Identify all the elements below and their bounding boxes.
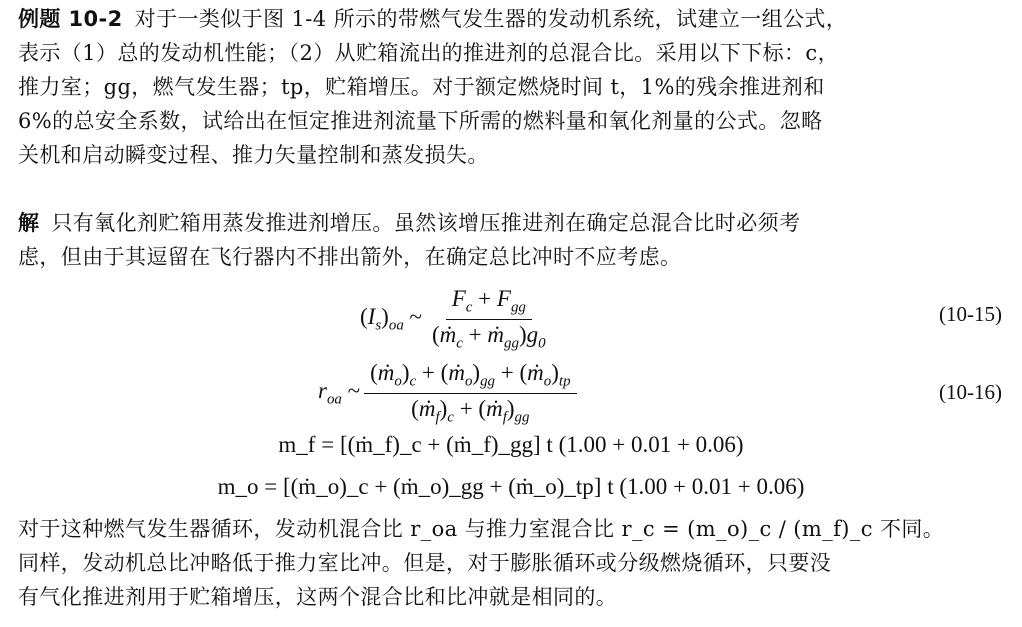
solution-label: 解 <box>18 211 40 235</box>
conclusion-paragraph <box>18 512 1008 614</box>
solution-line: 虑，但由于其逗留在飞行器内不排出箭外，在确定总比冲时不应考虑。 <box>18 245 682 269</box>
example-line-1 <box>18 2 1008 36</box>
conclusion-line: 同样，发动机总比冲略低于推力室比冲。但是，对于膨胀循环或分级燃烧循环，只要没 <box>18 551 832 575</box>
conclusion-line: 有气化推进剂用于贮箱增压，这两个混合比和比冲就是相同的。 <box>18 585 618 609</box>
equation-10-15-body: $(I_s)_{oa}$ ~ $\frac{F_c + F_{gg}}{(ṁ_c + ṁ_{gg})g_0}$ <box>360 286 546 352</box>
equation-10-16 <box>0 360 1022 426</box>
example-label: 例题 10-2 <box>18 7 123 31</box>
problem-line: 表示（1）总的发动机性能；（2）从贮箱流出的推进剂的总混合比。采用以下下标：c， <box>18 41 839 65</box>
example-paragraph <box>18 2 1008 172</box>
problem-line: 关机和启动瞬变过程、推力矢量控制和蒸发损失。 <box>18 143 489 167</box>
problem-line: 对于一类似于图 1-4 所示的带燃气发生器的发动机系统，试建立一组公式， <box>134 7 848 31</box>
equation-number: (10-16) <box>939 380 1002 404</box>
equation-number: (10-15) <box>939 302 1002 326</box>
problem-line: 推力室；gg，燃气发生器；tp，贮箱增压。对于额定燃烧时间 t，1%的残余推进剂和 <box>18 75 825 99</box>
solution-line-1 <box>18 206 1008 240</box>
oxidizer-mass-equation: m_o = [(ṁ_o)_c + (ṁ_o)_gg + (ṁ_o)_tp] t (1.00 + 0.01 + 0.06) <box>217 474 805 499</box>
equation-10-15 <box>0 286 1022 352</box>
conclusion-line: 对于这种燃气发生器循环，发动机混合比 r_oa 与推力室混合比 r_c = (m_o)_c / (m_f)_c 不同。 <box>18 517 945 541</box>
equation-10-16-body: $r_{oa}$ ~ $\frac{(ṁ_o)_c + (ṁ_o)_{gg} + (ṁ_o)_{tp}}{(ṁ_f)_c + (ṁ_f)_{gg}}$ <box>318 360 581 426</box>
problem-line: 6%的总安全系数，试给出在恒定推进剂流量下所需的燃料量和氧化剂量的公式。忽略 <box>18 109 823 133</box>
solution-paragraph <box>18 206 1008 274</box>
fuel-mass-equation: m_f = [(ṁ_f)_c + (ṁ_f)_gg] t (1.00 + 0.01 + 0.06) <box>278 432 744 457</box>
solution-line: 只有氧化剂贮箱用蒸发推进剂增压。虽然该增压推进剂在确定总混合比时必须考 <box>51 211 801 235</box>
